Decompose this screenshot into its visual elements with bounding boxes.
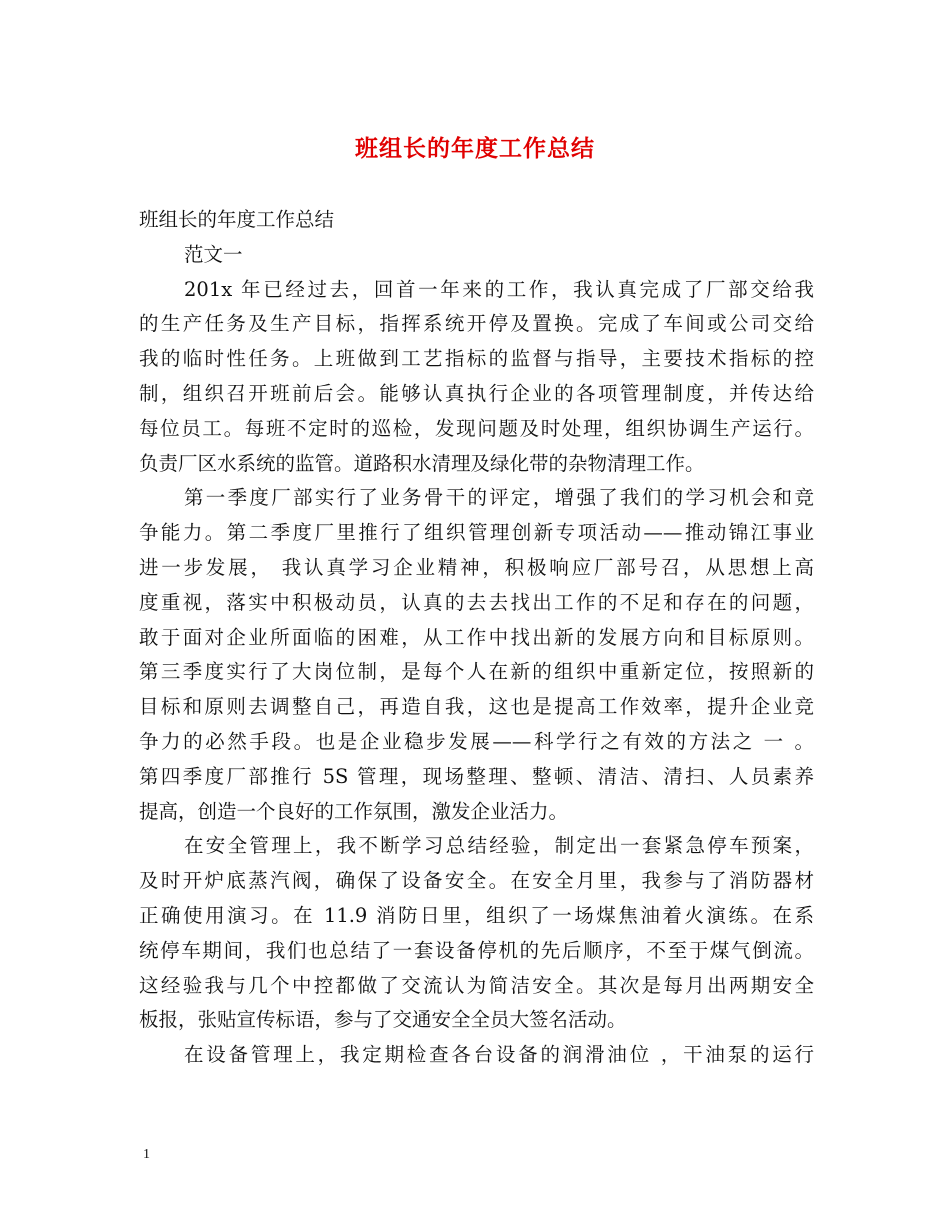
text-line: 我的临时性任务。上班做到工艺指标的监督与指导，主要技术指标的控 [139, 347, 814, 371]
text-line: 提高，创造一个良好的工作氛围，激发企业活力。 [139, 799, 569, 823]
text-line: 第三季度实行了大岗位制，是每个人在新的组织中重新定位，按照新的 [139, 660, 814, 684]
text-line: 班组长的年度工作总结 [139, 208, 335, 231]
text-line: 第四季度厂部推行 5S 管理，现场整理、整顿、清洁、清扫、人员素养 [139, 764, 814, 788]
text-line: 统停车期间，我们也总结了一套设备停机的先后顺序，不至于煤气倒流。 [139, 938, 814, 962]
page-number: 1 [143, 1147, 150, 1162]
text-line: 在安全管理上，我不断学习总结经验，制定出一套紧急停车预案， [184, 834, 814, 858]
text-line: 第一季度厂部实行了业务骨干的评定，增强了我们的学习机会和竞 [184, 486, 814, 510]
text-line: 这经验我与几个中控都做了交流认为简洁安全。其次是每月出两期安全 [139, 973, 814, 997]
text-line: 制，组织召开班前后会。能够认真执行企业的各项管理制度，并传达给 [139, 381, 814, 405]
text-line: 每位员工。每班不定时的巡检，发现问题及时处理，组织协调生产运行。 [139, 416, 814, 440]
text-line: 及时开炉底蒸汽阀，确保了设备安全。在安全月里，我参与了消防器材 [139, 869, 814, 893]
text-line: 板报，张贴宣传标语，参与了交通安全全员大签名活动。 [139, 1008, 627, 1032]
text-line: 负责厂区水系统的监管。道路积水清理及绿化带的杂物清理工作。 [139, 451, 705, 475]
document-title: 班组长的年度工作总结 [355, 135, 595, 162]
document-body [139, 203, 814, 1073]
text-line: 争能力。第二季度厂里推行了组织管理创新专项活动——推动锦江事业 [139, 521, 814, 545]
text-line: 度重视，落实中积极动员，认真的去去找出工作的不足和存在的问题， [139, 590, 814, 614]
text-line: 在设备管理上，我定期检查各台设备的润滑油位 ，干油泵的运行 [184, 1043, 814, 1067]
text-line: 争力的必然手段。也是企业稳步发展——科学行之有效的方法之 一 。 [139, 729, 814, 753]
text-line: 的生产任务及生产目标，指挥系统开停及置换。完成了车间或公司交给 [139, 312, 814, 336]
text-line: 进一步发展， 我认真学习企业精神，积极响应厂部号召，从思想上高 [139, 555, 814, 579]
text-line: 范文一 [184, 242, 243, 266]
text-line: 目标和原则去调整自己，再造自我，这也是提高工作效率，提升企业竞 [139, 695, 814, 719]
text-line: 201x 年已经过去，回首一年来的工作，我认真完成了厂部交给我 [184, 277, 814, 301]
text-line: 正确使用演习。在 11.9 消防日里，组织了一场煤焦油着火演练。在系 [139, 903, 814, 927]
text-line: 敢于面对企业所面临的困难，从工作中找出新的发展方向和目标原则。 [139, 625, 814, 649]
